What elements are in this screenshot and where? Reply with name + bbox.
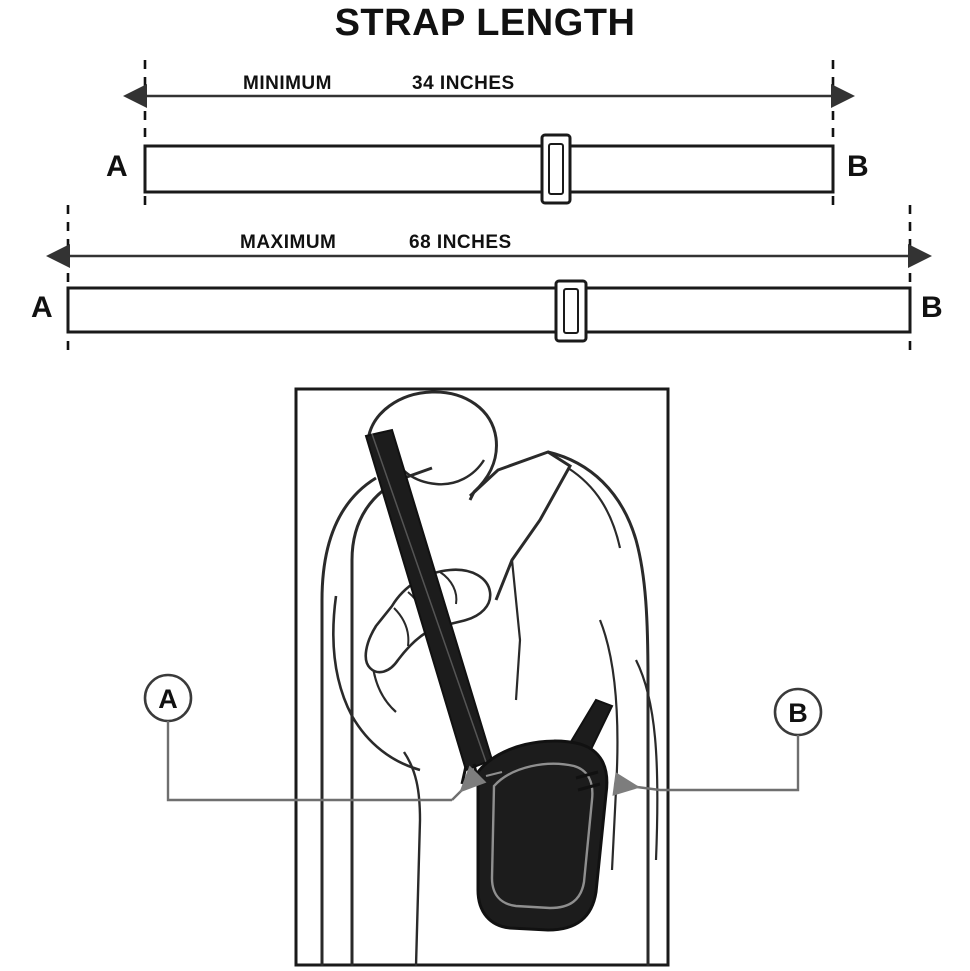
wearing-illustration-panel bbox=[296, 389, 668, 966]
minimum-strap-body bbox=[145, 146, 833, 192]
maximum-value: 68 INCHES bbox=[409, 232, 512, 253]
minimum-endpoint-b: B bbox=[847, 150, 869, 183]
maximum-endpoint-a: A bbox=[31, 291, 53, 324]
minimum-label: MINIMUM bbox=[243, 73, 332, 94]
page-title: STRAP LENGTH bbox=[334, 2, 636, 44]
minimum-value: 34 INCHES bbox=[412, 73, 515, 94]
maximum-strap-body bbox=[68, 288, 910, 332]
callout-b-leader-line bbox=[660, 735, 798, 790]
minimum-strap-group bbox=[145, 60, 833, 212]
maximum-endpoint-b: B bbox=[921, 291, 943, 324]
maximum-strap-buckle-inner bbox=[564, 289, 578, 333]
maximum-strap-group bbox=[68, 205, 910, 352]
minimum-strap-buckle-inner bbox=[549, 144, 563, 194]
callout-a-label: A bbox=[158, 684, 178, 714]
callout-b-label: B bbox=[788, 698, 808, 728]
maximum-label: MAXIMUM bbox=[240, 232, 337, 253]
minimum-endpoint-a: A bbox=[106, 150, 128, 183]
